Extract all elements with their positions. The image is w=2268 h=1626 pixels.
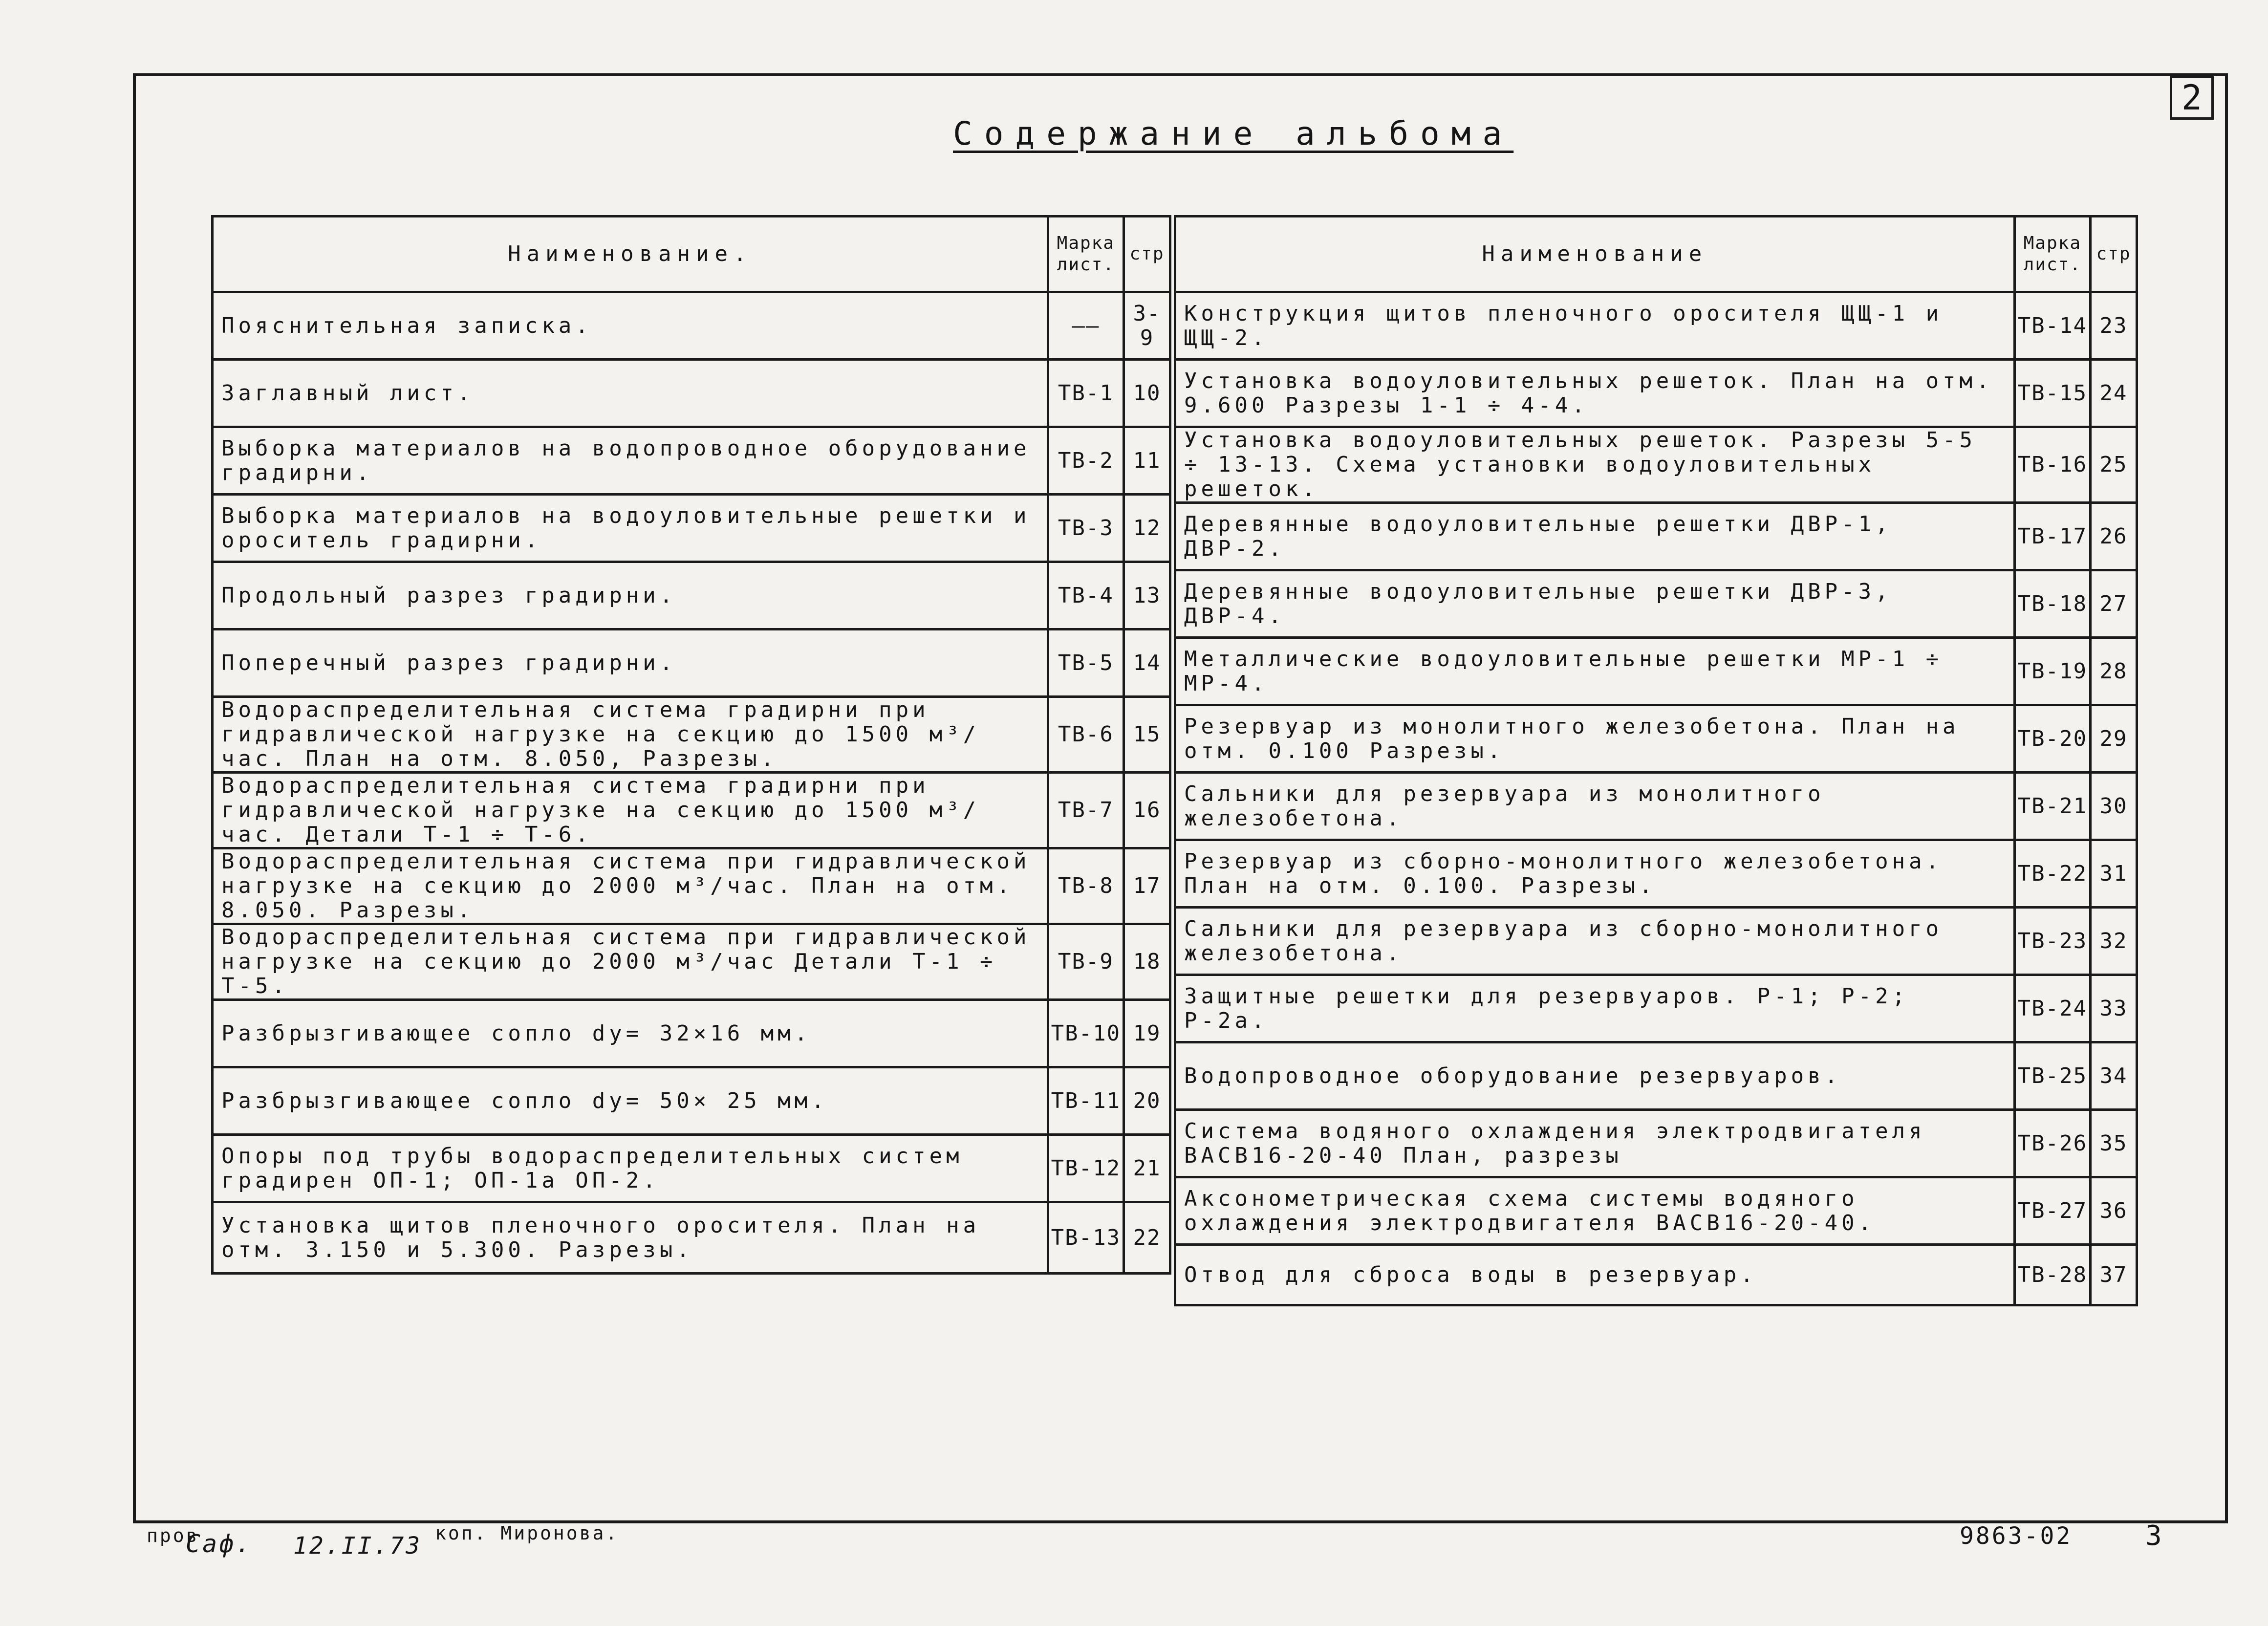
row-name: Пояснительная записка.: [213, 292, 1048, 360]
row-name: Установка щитов пленочного оросителя. План на отм. 3.150 и 5.300. Разрезы.: [213, 1202, 1048, 1274]
row-page: 3-9: [1124, 292, 1170, 360]
table-row: [213, 1067, 1170, 1135]
table-row: [1175, 975, 2137, 1042]
row-mark: ТВ-3: [1048, 495, 1123, 562]
row-page: 15: [1124, 697, 1170, 773]
row-page: 32: [2091, 908, 2137, 975]
column-header-name: Наименование: [1175, 217, 2015, 292]
row-mark: ——: [1048, 292, 1123, 360]
table-row: [213, 848, 1170, 924]
row-name: Деревянные водоуловительные решетки ДВР-3, ДВР-4.: [1175, 570, 2015, 638]
row-name: Резервуар из монолитного железобетона. План на отм. 0.100 Разрезы.: [1175, 705, 2015, 773]
table-row: [1175, 292, 2137, 360]
contents-table-left: [211, 215, 1171, 1275]
table-row: [1175, 773, 2137, 840]
row-name: Разбрызгивающее сопло dy= 50× 25 мм.: [213, 1067, 1048, 1135]
row-mark: ТВ-23: [2014, 908, 2090, 975]
row-mark: ТВ-21: [2014, 773, 2090, 840]
row-name: Установка водоуловительных решеток. Разрезы 5-5 ÷ 13-13. Схема установки водоуловительных решеток.: [1175, 427, 2015, 503]
table-row: [1175, 840, 2137, 908]
row-name: Водопроводное оборудование резервуаров.: [1175, 1042, 2015, 1110]
row-page: 31: [2091, 840, 2137, 908]
row-mark: ТВ-8: [1048, 848, 1123, 924]
table-row: [1175, 908, 2137, 975]
row-name: Продольный разрез градирни.: [213, 562, 1048, 629]
row-page: 16: [1124, 773, 1170, 848]
row-mark: ТВ-4: [1048, 562, 1123, 629]
row-page: 17: [1124, 848, 1170, 924]
table-row: [1175, 503, 2137, 570]
row-mark: ТВ-19: [2014, 638, 2090, 705]
row-mark: ТВ-22: [2014, 840, 2090, 908]
row-page: 23: [2091, 292, 2137, 360]
table-row: [213, 292, 1170, 360]
row-name: Разбрызгивающее сопло dy= 32×16 мм.: [213, 1000, 1048, 1067]
table-row: [1175, 360, 2137, 427]
row-page: 10: [1124, 360, 1170, 427]
row-name: Резервуар из сборно-монолитного железобетона. План на отм. 0.100. Разрезы.: [1175, 840, 2015, 908]
row-page: 21: [1124, 1135, 1170, 1202]
row-page: 25: [2091, 427, 2137, 503]
row-mark: ТВ-7: [1048, 773, 1123, 848]
table-row: [213, 1202, 1170, 1274]
row-name: Водораспределительная система градирни при гидравлической нагрузке на секцию до 1500 м³/час. План на отм. 8.050, Разрезы.: [213, 697, 1048, 773]
table-row: [213, 562, 1170, 629]
table-row: [1175, 1245, 2137, 1305]
row-page: 13: [1124, 562, 1170, 629]
row-page: 19: [1124, 1000, 1170, 1067]
row-page: 14: [1124, 629, 1170, 697]
row-mark: ТВ-20: [2014, 705, 2090, 773]
row-name: Система водяного охлаждения электродвигателя ВАСВ16-20-40 План, разрезы: [1175, 1110, 2015, 1177]
copied-by: коп. Миронова.: [435, 1522, 619, 1544]
row-page: 27: [2091, 570, 2137, 638]
page-number: 3: [2145, 1520, 2164, 1552]
row-page: 18: [1124, 924, 1170, 1000]
column-header-page: стр: [2091, 217, 2137, 292]
column-header-mark: Марка лист.: [2014, 217, 2090, 292]
row-page: 30: [2091, 773, 2137, 840]
doc-code: 9863-02: [1960, 1522, 2073, 1550]
checked-date: 12.II.73: [293, 1532, 422, 1560]
row-name: Сальники для резервуара из сборно-монолитного железобетона.: [1175, 908, 2015, 975]
row-name: Водораспределительная система при гидравлической нагрузке на секцию до 2000 м³/час. План на отм. 8.050. Разрезы.: [213, 848, 1048, 924]
checked-label: пров: [147, 1525, 199, 1546]
table-row: [1175, 1042, 2137, 1110]
row-name: Конструкция щитов пленочного оросителя ЩЩ-1 и ЩЩ-2.: [1175, 292, 2015, 360]
row-page: 24: [2091, 360, 2137, 427]
row-mark: ТВ-24: [2014, 975, 2090, 1042]
row-name: Отвод для сброса воды в резервуар.: [1175, 1245, 2015, 1305]
table-row: [1175, 705, 2137, 773]
row-name: Установка водоуловительных решеток. План на отм. 9.600 Разрезы 1-1 ÷ 4-4.: [1175, 360, 2015, 427]
row-mark: ТВ-12: [1048, 1135, 1123, 1202]
row-mark: ТВ-6: [1048, 697, 1123, 773]
row-name: Аксонометрическая схема системы водяного охлаждения электродвигателя ВАСВ16-20-40.: [1175, 1177, 2015, 1245]
row-mark: ТВ-11: [1048, 1067, 1123, 1135]
row-name: Сальники для резервуара из монолитного железобетона.: [1175, 773, 2015, 840]
row-page: 11: [1124, 427, 1170, 495]
row-mark: ТВ-27: [2014, 1177, 2090, 1245]
row-page: 36: [2091, 1177, 2137, 1245]
table-row: [213, 1135, 1170, 1202]
column-header-mark: Марка лист.: [1048, 217, 1123, 292]
row-name: Водораспределительная система градирни при гидравлической нагрузке на секцию до 1500 м³/час. Детали Т-1 ÷ Т-6.: [213, 773, 1048, 848]
signature: Саф.: [186, 1530, 253, 1558]
row-mark: ТВ-26: [2014, 1110, 2090, 1177]
row-page: 29: [2091, 705, 2137, 773]
contents-table-right: [1174, 215, 2138, 1306]
row-mark: ТВ-1: [1048, 360, 1123, 427]
table-row: [213, 495, 1170, 562]
table-row: [213, 427, 1170, 495]
table-row: [213, 697, 1170, 773]
row-name: Поперечный разрез градирни.: [213, 629, 1048, 697]
row-page: 34: [2091, 1042, 2137, 1110]
row-mark: ТВ-17: [2014, 503, 2090, 570]
row-name: Водораспределительная система при гидравлической нагрузке на секцию до 2000 м³/час Детали Т-1 ÷ Т-5.: [213, 924, 1048, 1000]
table-row: [1175, 427, 2137, 503]
row-name: Металлические водоуловительные решетки МР-1 ÷ МР-4.: [1175, 638, 2015, 705]
row-mark: ТВ-5: [1048, 629, 1123, 697]
row-name: Выборка материалов на водоуловительные решетки и ороситель градирни.: [213, 495, 1048, 562]
sheet-number: 2: [2170, 76, 2214, 120]
row-name: Опоры под трубы водораспределительных систем градирен ОП-1; ОП-1а ОП-2.: [213, 1135, 1048, 1202]
column-header-page: стр: [1124, 217, 1170, 292]
row-mark: ТВ-16: [2014, 427, 2090, 503]
row-name: Защитные решетки для резервуаров. Р-1; Р-2; Р-2а.: [1175, 975, 2015, 1042]
table-row: [213, 360, 1170, 427]
row-mark: ТВ-28: [2014, 1245, 2090, 1305]
table-row: [213, 924, 1170, 1000]
table-row: [1175, 638, 2137, 705]
row-page: 22: [1124, 1202, 1170, 1274]
table-row: [213, 1000, 1170, 1067]
row-mark: ТВ-13: [1048, 1202, 1123, 1274]
row-mark: ТВ-9: [1048, 924, 1123, 1000]
table-row: [1175, 1177, 2137, 1245]
row-name: Выборка материалов на водопроводное оборудование градирни.: [213, 427, 1048, 495]
row-page: 37: [2091, 1245, 2137, 1305]
row-page: 35: [2091, 1110, 2137, 1177]
row-name: Деревянные водоуловительные решетки ДВР-1, ДВР-2.: [1175, 503, 2015, 570]
table-header-row: [1175, 217, 2137, 292]
table-row: [1175, 570, 2137, 638]
table-row: [213, 629, 1170, 697]
row-mark: ТВ-10: [1048, 1000, 1123, 1067]
row-page: 12: [1124, 495, 1170, 562]
row-page: 26: [2091, 503, 2137, 570]
row-mark: ТВ-15: [2014, 360, 2090, 427]
row-page: 33: [2091, 975, 2137, 1042]
table-header-row: [213, 217, 1170, 292]
row-mark: ТВ-25: [2014, 1042, 2090, 1110]
row-mark: ТВ-18: [2014, 570, 2090, 638]
row-page: 28: [2091, 638, 2137, 705]
row-mark: ТВ-2: [1048, 427, 1123, 495]
table-row: [213, 773, 1170, 848]
row-mark: ТВ-14: [2014, 292, 2090, 360]
table-row: [1175, 1110, 2137, 1177]
row-page: 20: [1124, 1067, 1170, 1135]
row-name: Заглавный лист.: [213, 360, 1048, 427]
column-header-name: Наименование.: [213, 217, 1048, 292]
page-title: Содержание альбома: [953, 115, 1514, 152]
